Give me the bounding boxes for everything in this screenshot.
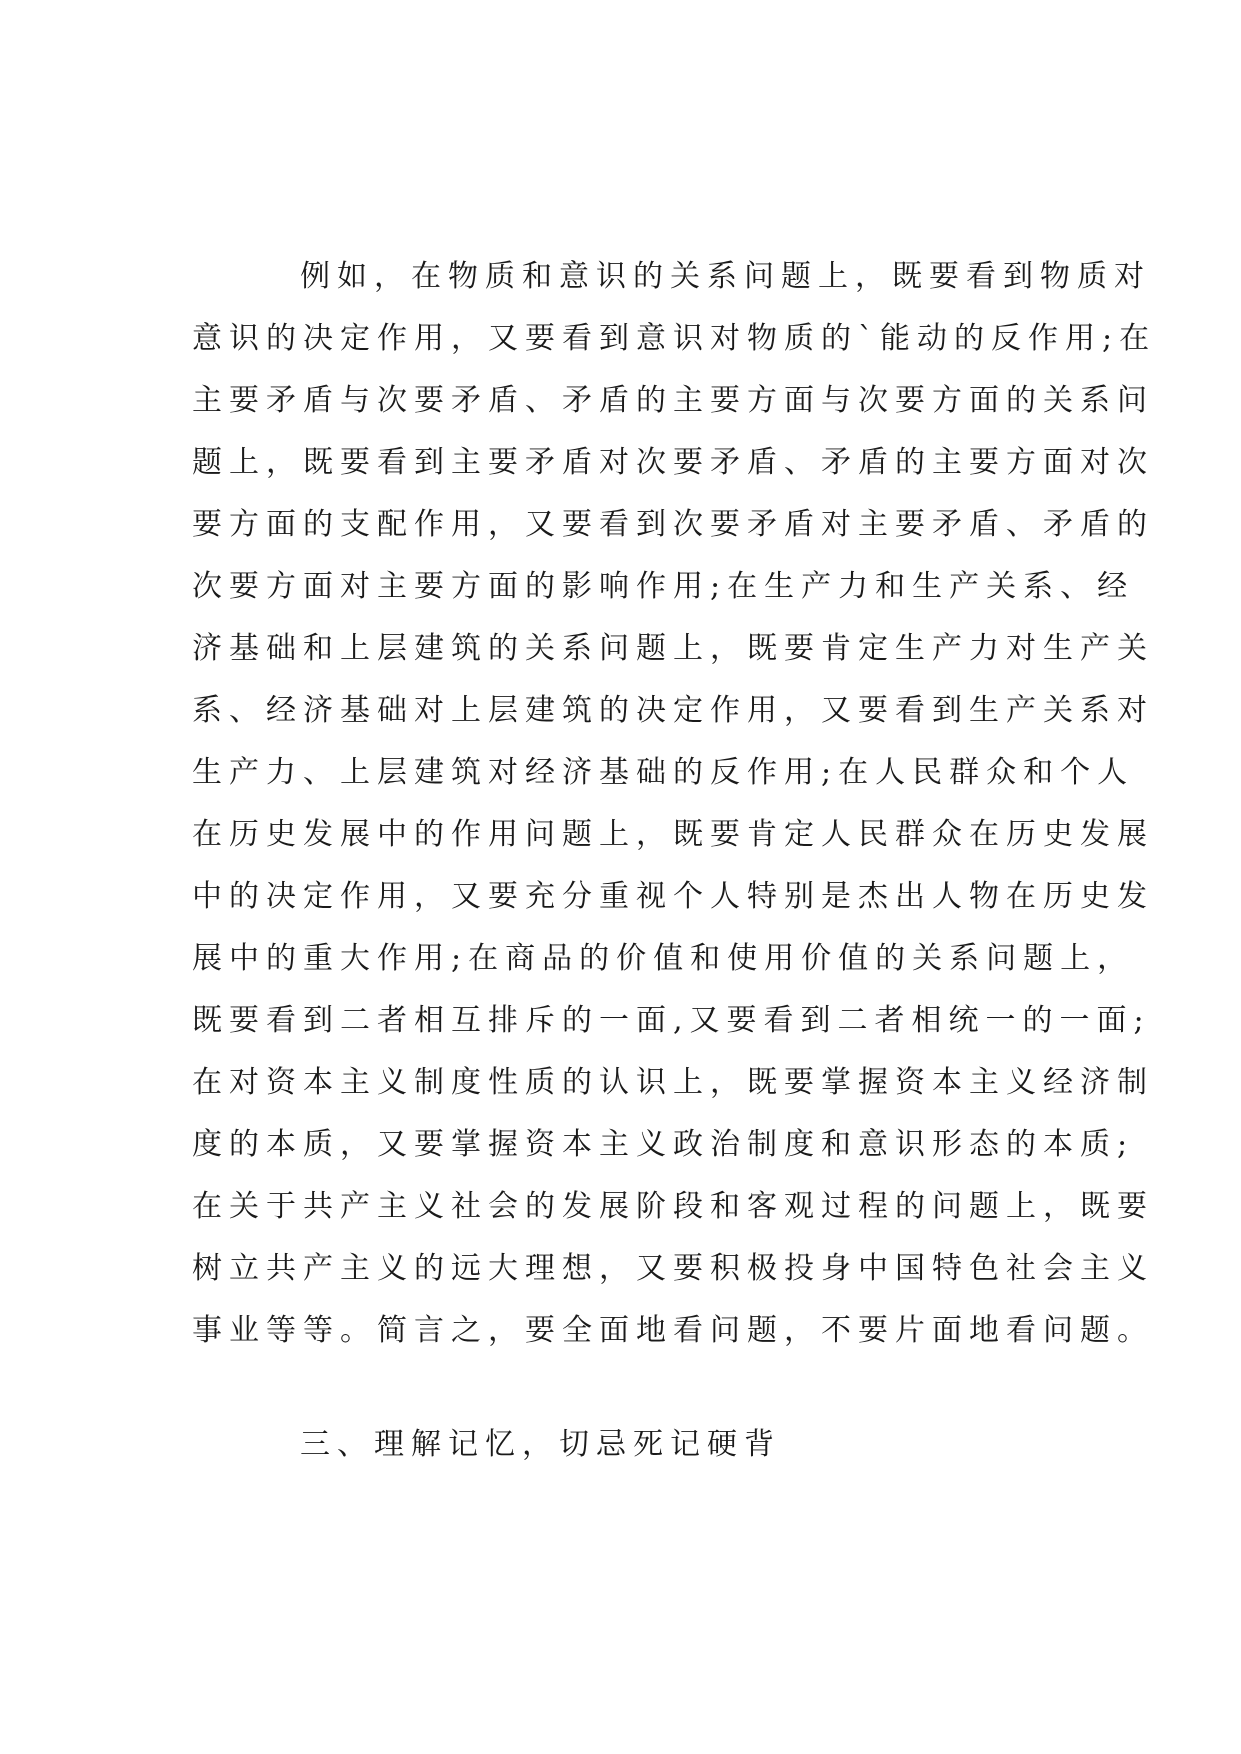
body-paragraph: [192, 246, 1157, 1362]
paragraph-line: 展中的重大作用;在商品的价值和使用价值的关系问题上，: [192, 941, 1135, 976]
paragraph-line: 度的本质，又要掌握资本主义政治制度和意识形态的本质;: [192, 1127, 1135, 1162]
paragraph-line: 要方面的支配作用，又要看到次要矛盾对主要矛盾、矛盾的: [192, 507, 1154, 542]
paragraph-line: 事业等等。简言之，要全面地看问题，不要片面地看问题。: [192, 1313, 1154, 1348]
section-heading: 三、理解记忆，切忌死记硬背: [300, 1427, 781, 1462]
paragraph-line: 例如，在物质和意识的关系问题上，既要看到物质对: [300, 259, 1151, 294]
paragraph-line: 既要看到二者相互排斥的一面,又要看到二者相统一的一面;: [192, 1003, 1151, 1038]
paragraph-line: 中的决定作用，又要充分重视个人特别是杰出人物在历史发: [192, 879, 1154, 914]
paragraph-line: 意识的决定作用，又要看到意识对物质的`能动的反作用;在: [192, 321, 1157, 356]
paragraph-line: 主要矛盾与次要矛盾、矛盾的主要方面与次要方面的关系问: [192, 383, 1154, 418]
paragraph-line: 次要方面对主要方面的影响作用;在生产力和生产关系、经: [192, 569, 1135, 604]
paragraph-line: 在关于共产主义社会的发展阶段和客观过程的问题上，既要: [192, 1189, 1154, 1224]
paragraph-line: 题上，既要看到主要矛盾对次要矛盾、矛盾的主要方面对次: [192, 445, 1154, 480]
paragraph-line: 树立共产主义的远大理想，又要积极投身中国特色社会主义: [192, 1251, 1154, 1286]
paragraph-line: 在历史发展中的作用问题上，既要肯定人民群众在历史发展: [192, 817, 1154, 852]
paragraph-line: 在对资本主义制度性质的认识上，既要掌握资本主义经济制: [192, 1065, 1154, 1100]
paragraph-line: 济基础和上层建筑的关系问题上，既要肯定生产力对生产关: [192, 631, 1154, 666]
paragraph-line: 系、经济基础对上层建筑的决定作用，又要看到生产关系对: [192, 693, 1154, 728]
paragraph-line: 生产力、上层建筑对经济基础的反作用;在人民群众和个人: [192, 755, 1135, 790]
